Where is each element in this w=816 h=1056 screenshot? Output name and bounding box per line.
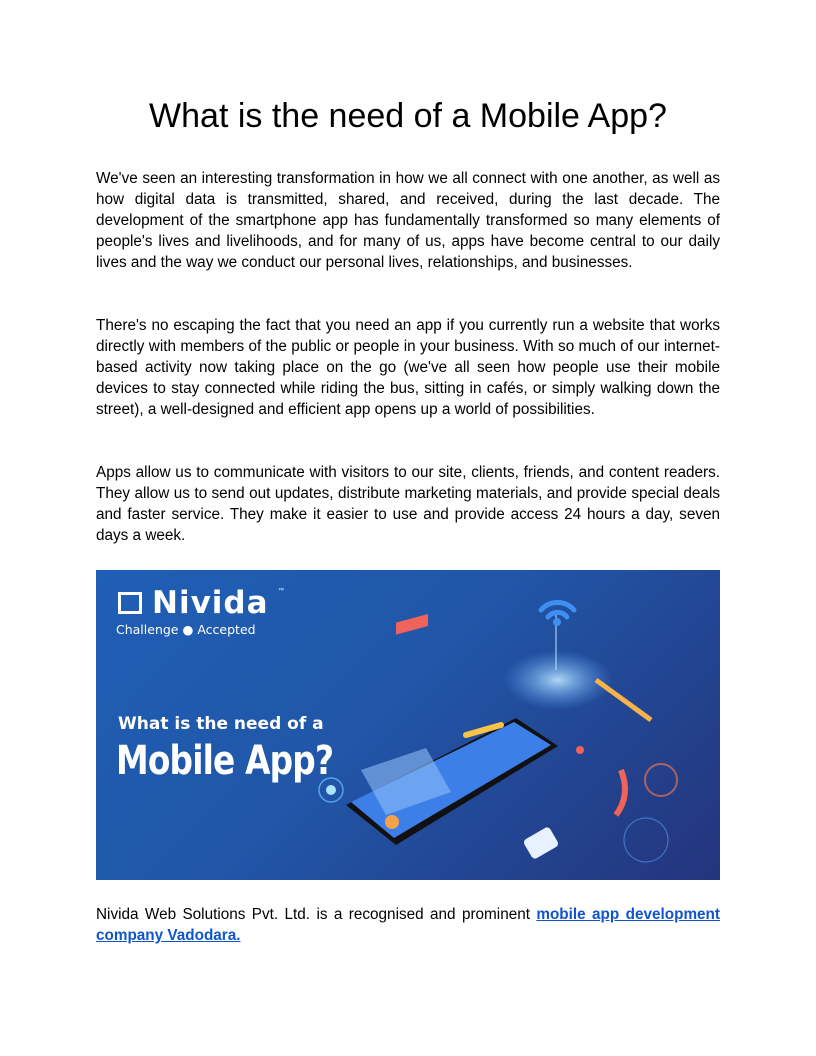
logo-tagline: Challenge ● Accepted bbox=[116, 622, 256, 637]
banner-image bbox=[96, 570, 720, 880]
trademark: ™ bbox=[278, 588, 284, 594]
phone-icon bbox=[346, 718, 558, 845]
logo-name: Nivida bbox=[152, 585, 269, 621]
wifi-icon bbox=[541, 603, 574, 617]
closing-paragraph bbox=[96, 904, 720, 946]
paragraph: There's no escaping the fact that you need an app if you currently run a website that works directly with members of the public or people in your business. With so much of our internet-based activity now taking place on the go (we've all seen how people use their mobile devices to stay connected while riding the bus, sitting in cafés, or simply walking down the street), a well-designed and efficient app opens up a world of possibilities. bbox=[96, 317, 720, 418]
nivida-logo bbox=[116, 585, 284, 637]
banner-subtitle: What is the need of a bbox=[118, 714, 324, 734]
phone-call-icon bbox=[523, 826, 560, 860]
page-title: What is the need of a Mobile App? bbox=[149, 97, 667, 135]
paragraph: We've seen an interesting transformation in how we all connect with one another, as well as how digital data is transmitted, shared, and received, during the last decade. The development of the smartphone app has fundamentally transformed so many elements of people's lives and livelihoods, and for many of us, apps have become central to our daily lives and the way we conduct our personal lives, relationships, and businesses. bbox=[96, 170, 720, 271]
logo-frame-icon bbox=[118, 592, 142, 614]
paragraph: Apps allow us to communicate with visitors to our site, clients, friends, and content readers. They allow us to send out updates, distribute marketing materials, and provide special deals and faster service. They make it easier to use and provide access 24 hours a day, seven days a week. bbox=[96, 464, 720, 544]
closing-text: Nivida Web Solutions Pvt. Ltd. is a recognised and prominent bbox=[96, 906, 537, 923]
banner-headline: Mobile App? bbox=[116, 738, 334, 784]
company-link[interactable]: mobile app development company Vadodara. bbox=[96, 906, 720, 944]
